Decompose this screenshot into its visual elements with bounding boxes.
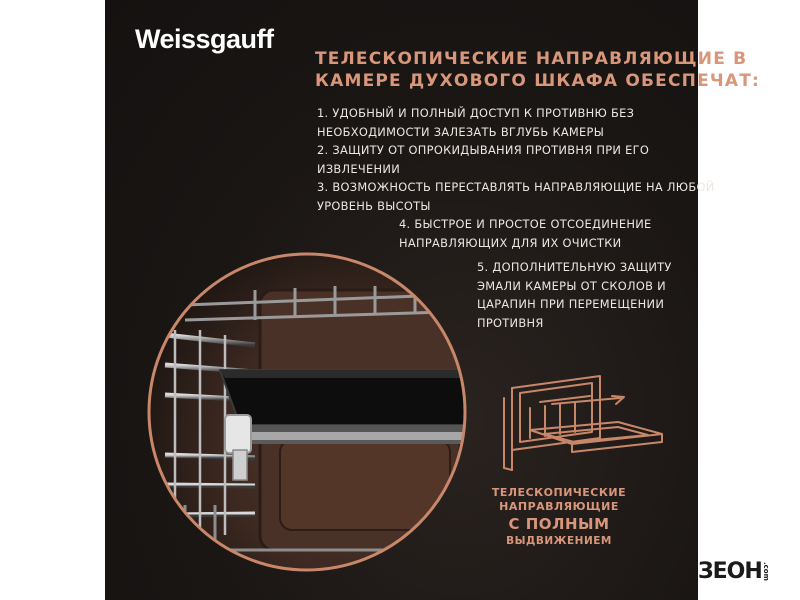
shop-watermark-logo [698,557,798,587]
benefit-item-5 [477,258,672,332]
shop-logo-mark: ЗЕОН [698,559,762,584]
benefit-item-1 [317,104,634,141]
caption-line-3: С ПОЛНЫМ [508,515,610,533]
benefit-5-line-1: 5. ДОПОЛНИТЕЛЬНУЮ ЗАЩИТУ [477,260,672,274]
oven-interior-photo [145,250,470,575]
benefit-1-line-1: 1. УДОБНЫЙ И ПОЛНЫЙ ДОСТУП К ПРОТИВНЮ БЕЗ [317,106,635,120]
benefit-item-2 [317,141,649,178]
benefit-item-3 [317,178,715,215]
caption-line-2: НАПРАВЛЯЮЩИЕ [499,500,619,513]
oven-telescopic-icon [500,368,670,478]
caption-line-1: ТЕЛЕСКОПИЧЕСКИЕ [491,486,627,499]
benefit-4-line-2: НАПРАВЛЯЮЩИХ ДЛЯ ИХ ОЧИСТКИ [399,235,622,250]
headline-line-1: ТЕЛЕСКОПИЧЕСКИЕ НАПРАВЛЯЮЩИЕ В [315,49,748,69]
feature-caption [480,486,638,548]
benefit-5-line-3: ЦАРАПИН ПРИ ПЕРЕМЕЩЕНИИ [477,297,665,311]
caption-line-4: ВЫДВИЖЕНИЕМ [506,535,612,547]
benefit-5-line-2: ЭМАЛИ КАМЕРЫ ОТ СКОЛОВ И [477,278,666,293]
headline-line-2: КАМЕРЕ ДУХОВОГО ШКАФА ОБЕСПЕЧАТ: [315,71,761,91]
benefit-3-line-1: 3. ВОЗМОЖНОСТЬ ПЕРЕСТАВЛЯТЬ НАПРАВЛЯЮЩИЕ НА ЛЮБОЙ [317,180,715,194]
benefit-1-line-2: НЕОБХОДИМОСТИ ЗАЛЕЗАТЬ ВГЛУБЬ КАМЕРЫ [317,124,605,139]
brand-logo: Weissgauff [135,24,274,54]
benefit-2-line-2: ИЗВЛЕЧЕНИИ [317,161,401,176]
benefit-5-line-4: ПРОТИВНЯ [477,315,544,330]
headline [315,48,761,92]
shop-logo-tld: .com [762,562,770,581]
benefit-3-line-2: УРОВЕНЬ ВЫСОТЫ [317,198,431,213]
benefit-4-line-1: 4. БЫСТРОЕ И ПРОСТОЕ ОТСОЕДИНЕНИЕ [399,217,652,231]
benefit-2-line-1: 2. ЗАЩИТУ ОТ ОПРОКИДЫВАНИЯ ПРОТИВНЯ ПРИ ЕГО [317,143,650,157]
benefit-item-4 [399,215,652,252]
